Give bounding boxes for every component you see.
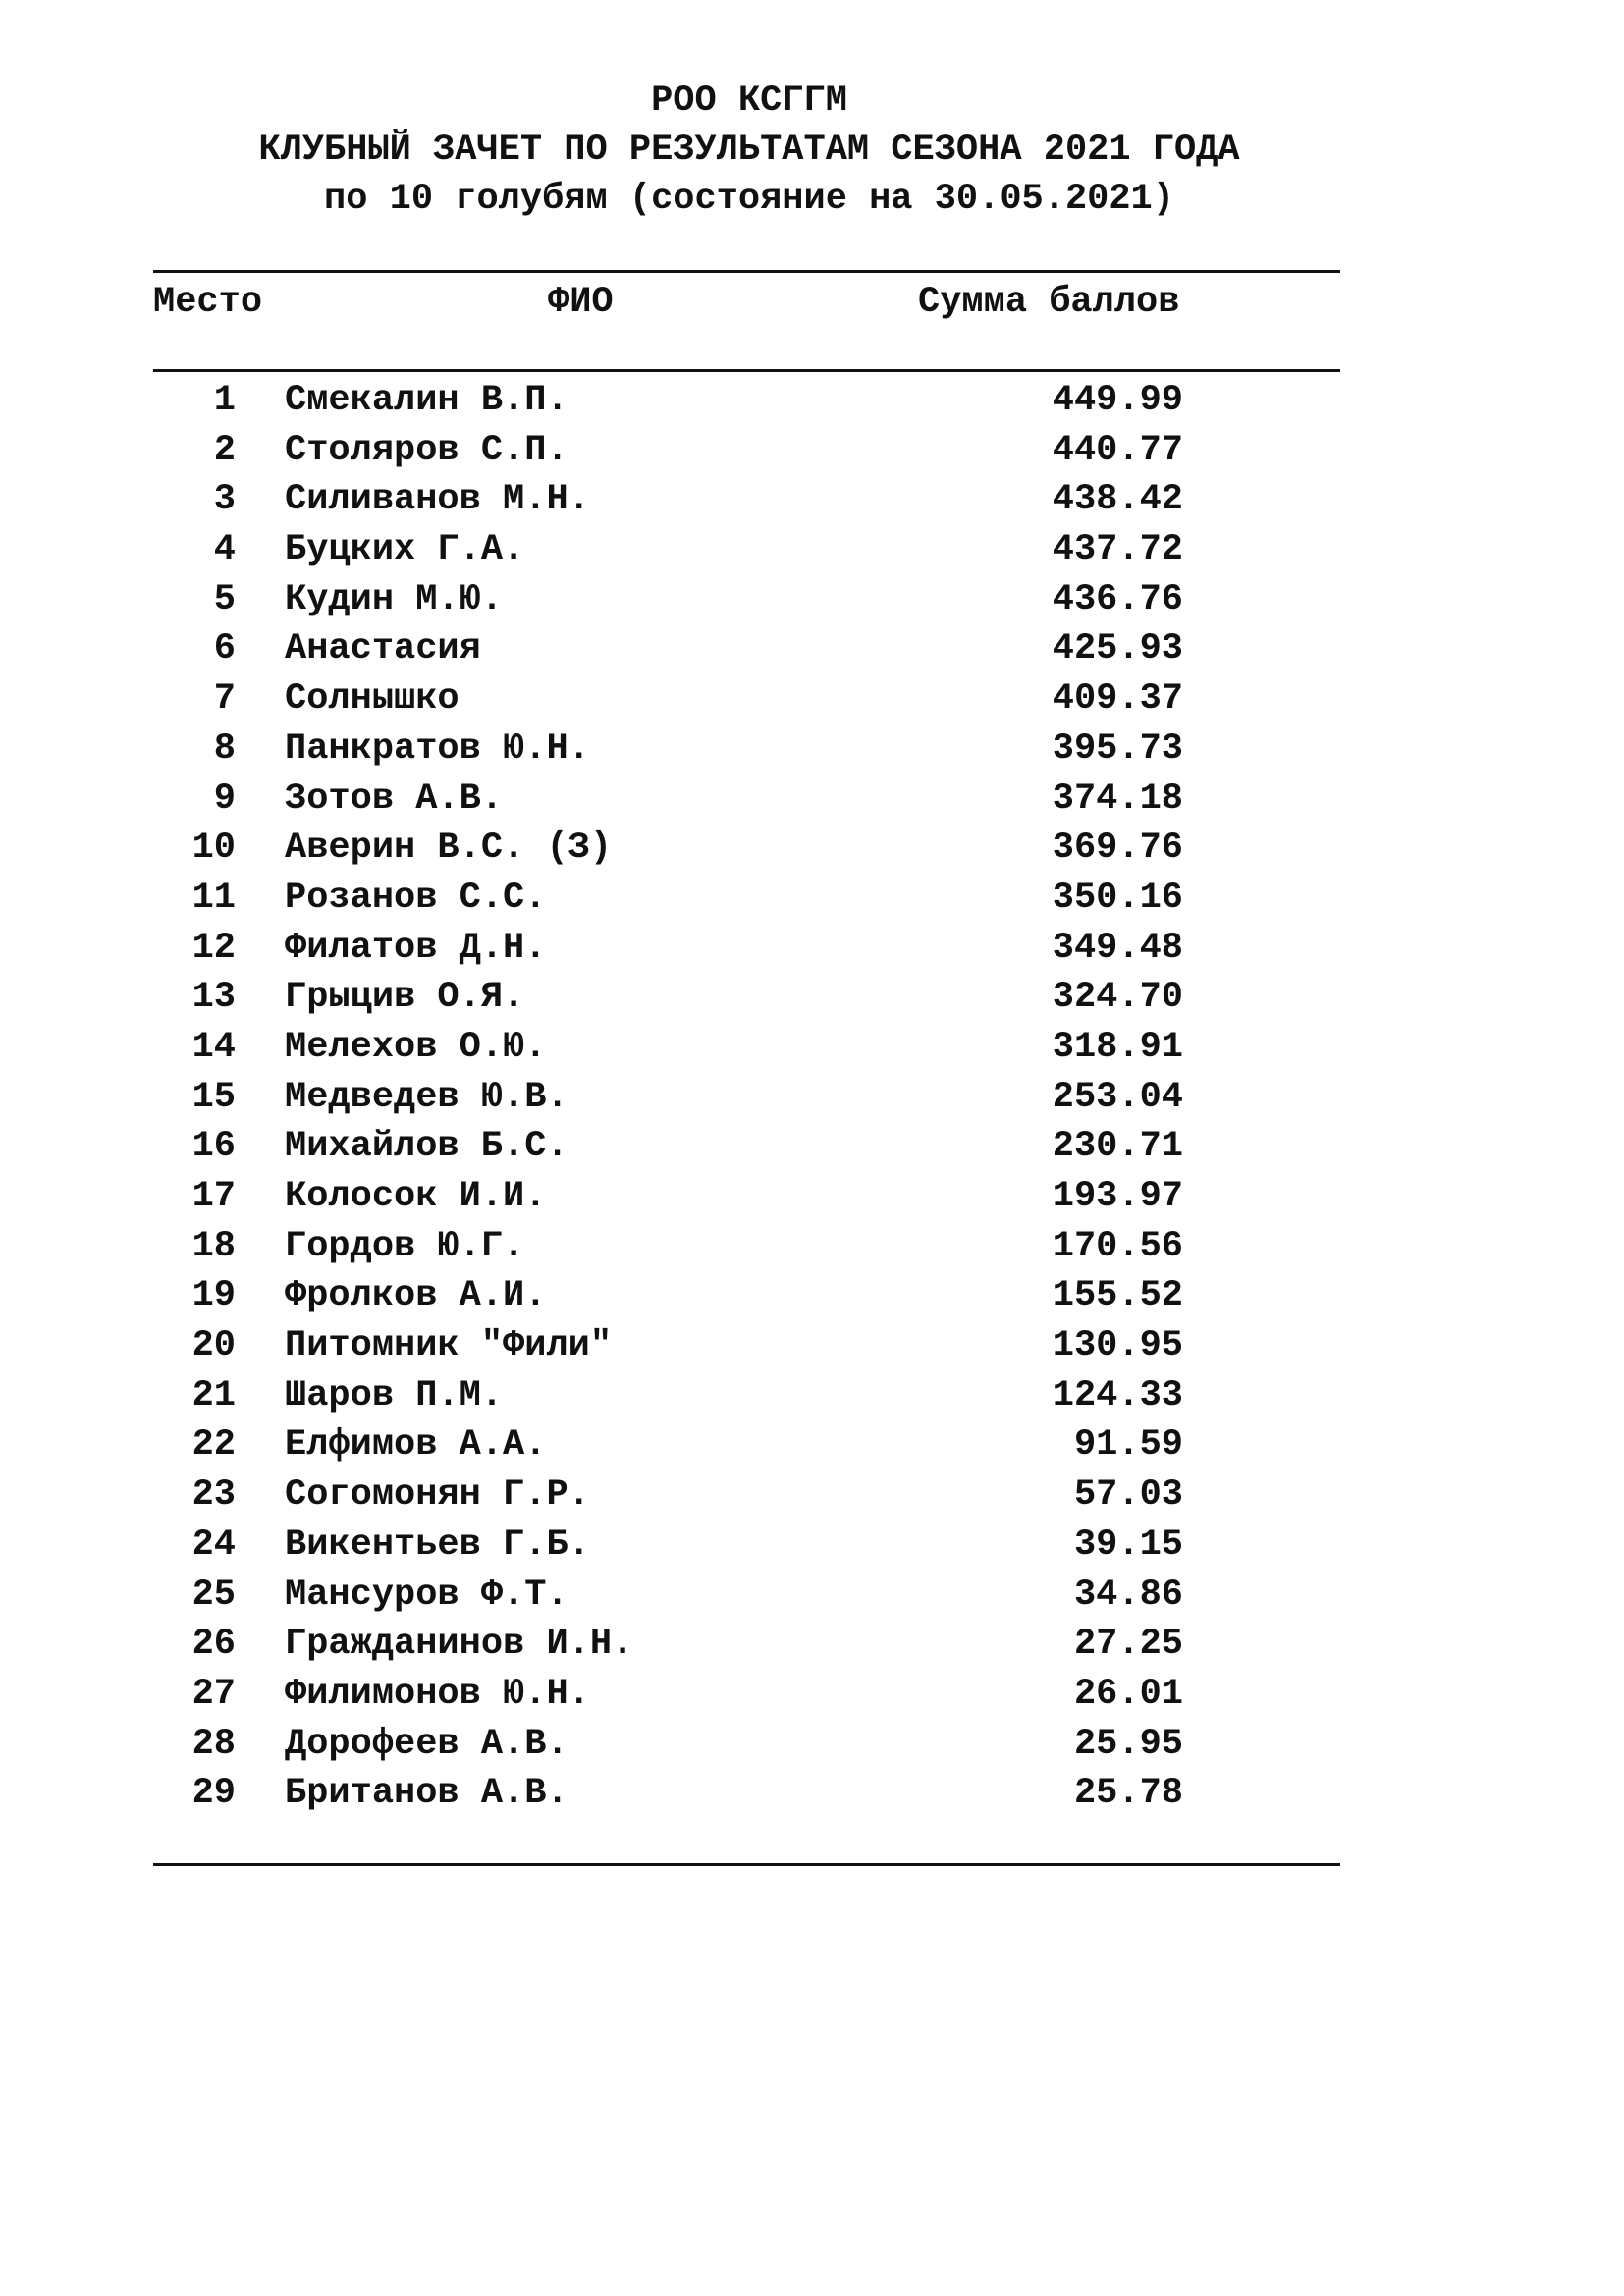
table-row [0, 1271, 1624, 1321]
row-name: Британов А.В. [285, 1773, 568, 1815]
table-row [0, 1521, 1624, 1571]
table-row [0, 1371, 1624, 1421]
row-score: 350.16 [1052, 877, 1183, 919]
row-score: 318.91 [1052, 1026, 1183, 1068]
row-place: 20 [191, 1325, 236, 1367]
row-name: Колосок И.И. [285, 1176, 547, 1217]
row-name: Шаров П.М. [285, 1374, 504, 1416]
table-row [0, 426, 1624, 476]
table-row [0, 874, 1624, 924]
row-place: 1 [213, 380, 236, 421]
table-header-rule [153, 369, 1340, 372]
row-score: 349.48 [1052, 927, 1183, 969]
row-score: 25.78 [1073, 1773, 1183, 1815]
row-score: 374.18 [1052, 777, 1183, 820]
row-place: 13 [191, 977, 236, 1019]
row-place: 6 [213, 628, 236, 670]
row-place: 14 [191, 1026, 236, 1068]
table-row [0, 1720, 1624, 1770]
row-score: 437.72 [1052, 529, 1183, 571]
table-row [0, 525, 1624, 575]
row-score: 253.04 [1052, 1076, 1183, 1118]
column-header-name: ФИО [548, 282, 614, 323]
row-score: 440.77 [1052, 429, 1183, 471]
row-place: 17 [191, 1176, 236, 1217]
table-row [0, 475, 1624, 525]
row-place: 10 [191, 828, 236, 870]
row-name: Елфимов А.А. [285, 1424, 547, 1467]
row-place: 25 [191, 1574, 236, 1616]
table-row [0, 1073, 1624, 1123]
row-place: 8 [213, 727, 236, 770]
row-name: Грыцив О.Я. [285, 977, 525, 1019]
table-row [0, 674, 1624, 724]
row-place: 23 [191, 1474, 236, 1517]
table-row [0, 973, 1624, 1023]
row-name: Филимонов Ю.Н. [285, 1673, 590, 1715]
results-table-body [0, 376, 1624, 1819]
row-name: Гражданинов И.Н. [285, 1624, 634, 1666]
row-place: 19 [191, 1275, 236, 1317]
table-row [0, 624, 1624, 674]
table-row [0, 824, 1624, 874]
row-place: 22 [191, 1424, 236, 1467]
table-row [0, 1769, 1624, 1819]
table-row [0, 1670, 1624, 1720]
document-subtitle: по 10 голубям (состояние на 30.05.2021) [324, 179, 1174, 220]
row-place: 16 [191, 1126, 236, 1168]
row-place: 26 [191, 1624, 236, 1666]
row-score: 155.52 [1052, 1275, 1183, 1317]
table-row [0, 1571, 1624, 1621]
row-name: Зотов А.В. [285, 777, 504, 820]
row-place: 12 [191, 927, 236, 969]
row-name: Михайлов Б.С. [285, 1126, 568, 1168]
table-row [0, 774, 1624, 825]
row-score: 230.71 [1052, 1126, 1183, 1168]
table-bottom-rule [153, 1863, 1340, 1866]
row-score: 409.37 [1052, 678, 1183, 721]
row-score: 193.97 [1052, 1176, 1183, 1217]
row-score: 26.01 [1073, 1673, 1183, 1715]
row-name: Питомник "Фили" [285, 1325, 613, 1367]
row-name: Фролков А.И. [285, 1275, 547, 1317]
row-score: 395.73 [1052, 727, 1183, 770]
table-row [0, 376, 1624, 426]
row-score: 25.95 [1073, 1723, 1183, 1765]
table-row [0, 575, 1624, 625]
table-row [0, 1470, 1624, 1521]
table-row [0, 1222, 1624, 1272]
row-score: 324.70 [1052, 977, 1183, 1019]
row-score: 369.76 [1052, 828, 1183, 870]
row-score: 91.59 [1073, 1424, 1183, 1467]
row-score: 438.42 [1052, 479, 1183, 521]
row-score: 27.25 [1073, 1624, 1183, 1666]
row-name: Буцких Г.А. [285, 529, 525, 571]
row-name: Анастасия [285, 628, 481, 670]
row-name: Гордов Ю.Г. [285, 1225, 525, 1267]
row-name: Мансуров Ф.Т. [285, 1574, 568, 1616]
table-row [0, 1321, 1624, 1371]
row-score: 39.15 [1073, 1523, 1183, 1566]
table-row [0, 724, 1624, 774]
organization-title: РОО КСГГМ [651, 80, 847, 122]
row-place: 21 [191, 1374, 236, 1416]
row-score: 436.76 [1052, 578, 1183, 620]
row-name: Мелехов О.Ю. [285, 1026, 547, 1068]
row-place: 11 [191, 877, 236, 919]
row-place: 9 [213, 777, 236, 820]
row-name: Смекалин В.П. [285, 380, 568, 421]
row-name: Медведев Ю.В. [285, 1076, 568, 1118]
table-row [0, 1023, 1624, 1073]
row-place: 24 [191, 1523, 236, 1566]
row-name: Викентьев Г.Б. [285, 1523, 590, 1566]
table-row [0, 1620, 1624, 1670]
table-row [0, 1172, 1624, 1222]
row-place: 3 [213, 479, 236, 521]
row-name: Силиванов М.Н. [285, 479, 590, 521]
row-name: Согомонян Г.Р. [285, 1474, 590, 1517]
column-header-place: Место [153, 282, 263, 323]
row-name: Филатов Д.Н. [285, 927, 547, 969]
row-name: Солнышко [285, 678, 460, 721]
row-place: 28 [191, 1723, 236, 1765]
table-row [0, 1420, 1624, 1470]
row-place: 18 [191, 1225, 236, 1267]
row-score: 425.93 [1052, 628, 1183, 670]
row-name: Розанов С.С. [285, 877, 547, 919]
table-top-rule [153, 270, 1340, 273]
row-place: 7 [213, 678, 236, 721]
row-place: 27 [191, 1673, 236, 1715]
row-place: 4 [213, 529, 236, 571]
row-name: Дорофеев А.В. [285, 1723, 568, 1765]
row-score: 57.03 [1073, 1474, 1183, 1517]
row-score: 34.86 [1073, 1574, 1183, 1616]
row-name: Аверин В.С. (З) [285, 828, 613, 870]
row-name: Кудин М.Ю. [285, 578, 504, 620]
table-row [0, 924, 1624, 974]
row-place: 5 [213, 578, 236, 620]
column-header-score: Сумма баллов [918, 282, 1180, 323]
row-score: 124.33 [1052, 1374, 1183, 1416]
row-score: 449.99 [1052, 380, 1183, 421]
row-name: Панкратов Ю.Н. [285, 727, 590, 770]
row-place: 2 [213, 429, 236, 471]
row-place: 29 [191, 1773, 236, 1815]
document-title: КЛУБНЫЙ ЗАЧЕТ ПО РЕЗУЛЬТАТАМ СЕЗОНА 2021 ГОДА [258, 130, 1240, 171]
row-place: 15 [191, 1076, 236, 1118]
table-row [0, 1122, 1624, 1172]
row-score: 170.56 [1052, 1225, 1183, 1267]
row-score: 130.95 [1052, 1325, 1183, 1367]
row-name: Столяров С.П. [285, 429, 568, 471]
